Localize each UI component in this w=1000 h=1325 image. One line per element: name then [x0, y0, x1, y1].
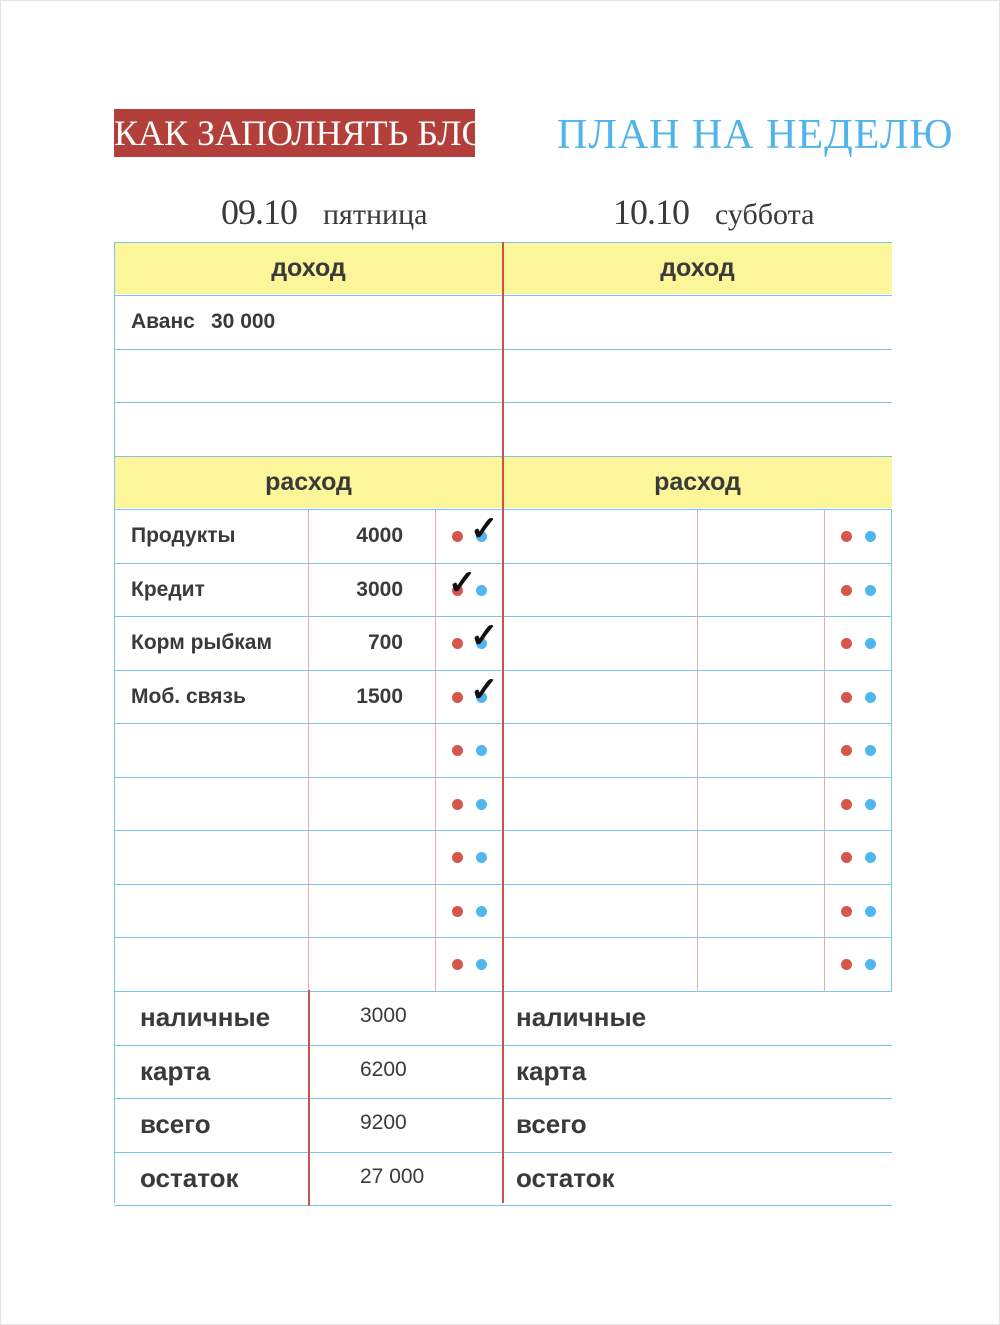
day-header-1 — [221, 187, 427, 237]
red-dot-icon[interactable] — [841, 585, 852, 596]
blue-dot-icon[interactable] — [476, 585, 487, 596]
red-dot-icon[interactable] — [452, 531, 463, 542]
red-dot-icon[interactable] — [452, 799, 463, 810]
blue-dot-icon[interactable] — [865, 745, 876, 756]
blue-dot-icon[interactable] — [476, 745, 487, 756]
red-dot-icon[interactable] — [841, 852, 852, 863]
expense-name: Корм рыбкам — [131, 631, 273, 654]
summary-label: карта — [140, 1055, 211, 1086]
grid-line — [114, 1205, 892, 1206]
income-amount: 30 000 — [211, 310, 276, 333]
blue-dot-icon[interactable] — [476, 852, 487, 863]
grid-divider — [435, 510, 436, 992]
grid-border — [891, 510, 892, 992]
red-dot-icon[interactable] — [841, 692, 852, 703]
red-dot-icon[interactable] — [841, 531, 852, 542]
red-dot-icon[interactable] — [452, 906, 463, 917]
red-dot-icon[interactable] — [841, 638, 852, 649]
blue-dot-icon[interactable] — [865, 959, 876, 970]
day-date: 09.10 — [221, 192, 297, 232]
blue-dot-icon[interactable] — [865, 906, 876, 917]
summary-value: 3000 — [360, 1004, 407, 1027]
red-dot-icon[interactable] — [452, 745, 463, 756]
blue-dot-icon[interactable] — [476, 906, 487, 917]
red-dot-icon[interactable] — [841, 745, 852, 756]
expense-header: расход — [265, 468, 352, 496]
expense-name: Продукты — [131, 524, 236, 547]
grid-border — [114, 242, 115, 1203]
income-name: Аванс — [131, 310, 195, 333]
red-dot-icon[interactable] — [452, 692, 463, 703]
grid-divider — [502, 242, 504, 1203]
day-date: 10.10 — [613, 192, 689, 232]
income-header: доход — [660, 254, 735, 282]
red-dot-icon[interactable] — [841, 906, 852, 917]
day-header-2 — [613, 187, 814, 237]
grid-divider — [308, 510, 309, 992]
summary-label: всего — [516, 1109, 587, 1139]
summary-label: карта — [516, 1055, 587, 1086]
checkmark-icon: ✓ — [470, 510, 499, 548]
red-dot-icon[interactable] — [841, 799, 852, 810]
grid-divider — [824, 510, 825, 992]
summary-value: 6200 — [360, 1057, 407, 1081]
expense-header: расход — [654, 468, 741, 496]
grid-divider — [308, 990, 310, 1206]
summary-value: 9200 — [360, 1111, 407, 1134]
red-dot-icon[interactable] — [452, 959, 463, 970]
blue-dot-icon[interactable] — [865, 692, 876, 703]
blue-dot-icon[interactable] — [865, 852, 876, 863]
day-weekday: суббота — [715, 198, 815, 231]
blue-dot-icon[interactable] — [865, 585, 876, 596]
grid-divider — [697, 510, 698, 992]
red-dot-icon[interactable] — [452, 852, 463, 863]
expense-amount: 3000 — [356, 577, 403, 601]
red-dot-icon[interactable] — [841, 959, 852, 970]
blue-dot-icon[interactable] — [865, 638, 876, 649]
checkmark-icon: ✓ — [448, 563, 477, 602]
blue-dot-icon[interactable] — [865, 799, 876, 810]
expense-amount: 4000 — [356, 524, 403, 547]
summary-label: наличные — [140, 1002, 271, 1032]
summary-label: всего — [140, 1109, 211, 1139]
summary-label: наличные — [516, 1002, 647, 1032]
day-weekday: пятница — [323, 198, 428, 231]
blue-dot-icon[interactable] — [476, 799, 487, 810]
checkmark-icon: ✓ — [470, 670, 499, 709]
summary-value: 27 000 — [360, 1164, 425, 1188]
expense-amount: 700 — [367, 631, 403, 654]
red-dot-icon[interactable] — [452, 638, 463, 649]
how-to-fill-badge: КАК ЗАПОЛНЯТЬ БЛОКНОТ — [114, 109, 475, 157]
week-plan-title: ПЛАН НА НЕДЕЛЮ — [557, 112, 954, 158]
income-header: доход — [271, 254, 346, 282]
summary-label: остаток — [140, 1162, 239, 1193]
expense-amount: 1500 — [356, 684, 403, 708]
blue-dot-icon[interactable] — [476, 959, 487, 970]
expense-name: Кредит — [131, 577, 205, 601]
blue-dot-icon[interactable] — [865, 531, 876, 542]
checkmark-icon: ✓ — [470, 617, 499, 655]
summary-label: остаток — [516, 1162, 615, 1193]
expense-name: Моб. связь — [131, 684, 246, 708]
